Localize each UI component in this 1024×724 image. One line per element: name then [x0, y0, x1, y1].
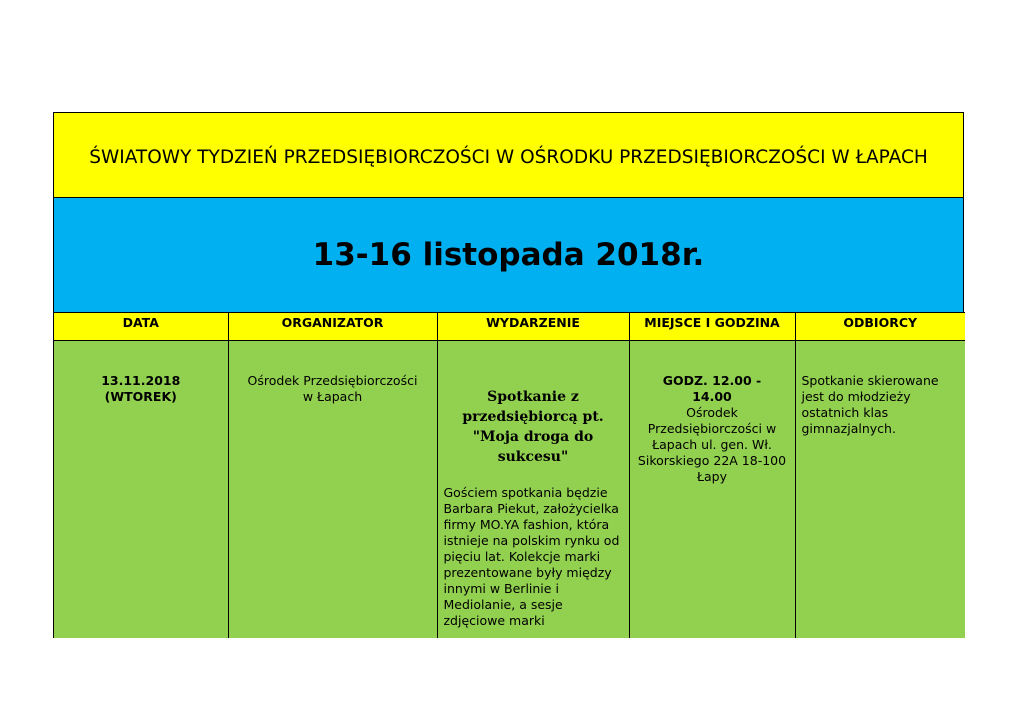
cell-date: [54, 341, 228, 638]
cell-organizer: [228, 341, 437, 638]
column-header-event: WYDARZENIE: [437, 313, 629, 341]
cell-event: [437, 341, 629, 638]
table-row: [54, 341, 965, 638]
audience-text: Spotkanie skierowane jest do młodzieży ostatnich klas gimnazjalnych.: [801, 373, 939, 436]
event-place: Ośrodek Przedsiębiorczości w Łapach ul. gen. Wł. Sikorskiego 22A 18-100 Łapy: [637, 405, 787, 484]
table-header-row: [54, 313, 965, 341]
column-header-date: DATA: [54, 313, 228, 341]
schedule-table: [54, 312, 965, 638]
column-header-place-time: MIEJSCE I GODZINA: [629, 313, 795, 341]
event-content: [444, 363, 623, 628]
title-band: [54, 113, 963, 198]
cell-audience: [795, 341, 965, 638]
column-header-organizer: ORGANIZATOR: [228, 313, 437, 341]
event-dates: 13-16 listopada 2018r.: [312, 237, 705, 273]
event-title: Spotkanie z przedsiębiorcą pt. "Moja droga do sukcesu": [462, 389, 604, 465]
page-title: ŚWIATOWY TYDZIEŃ PRZEDSIĘBIORCZOŚCI W OŚRODKU PRZEDSIĘBIORCZOŚCI W ŁAPACH: [89, 147, 928, 168]
column-header-audience: ODBIORCY: [795, 313, 965, 341]
organizer-name: Ośrodek Przedsiębiorczości w Łapach: [247, 373, 418, 404]
event-schedule-sheet: [53, 112, 964, 638]
event-time: GODZ. 12.00 - 14.00: [662, 373, 762, 404]
event-description: Gościem spotkania będzie Barbara Piekut, założycielka firmy MO.YA fashion, która istnieje na polskim rynku od pięciu lat. Kolekcje marki prezentowane były między innymi w Berlinie i Mediolanie, a sesje zdjęciowe marki: [443, 485, 620, 628]
cell-place-time: [629, 341, 795, 638]
event-date: 13.11.2018 (WTOREK): [101, 373, 181, 404]
date-band: [54, 198, 963, 312]
